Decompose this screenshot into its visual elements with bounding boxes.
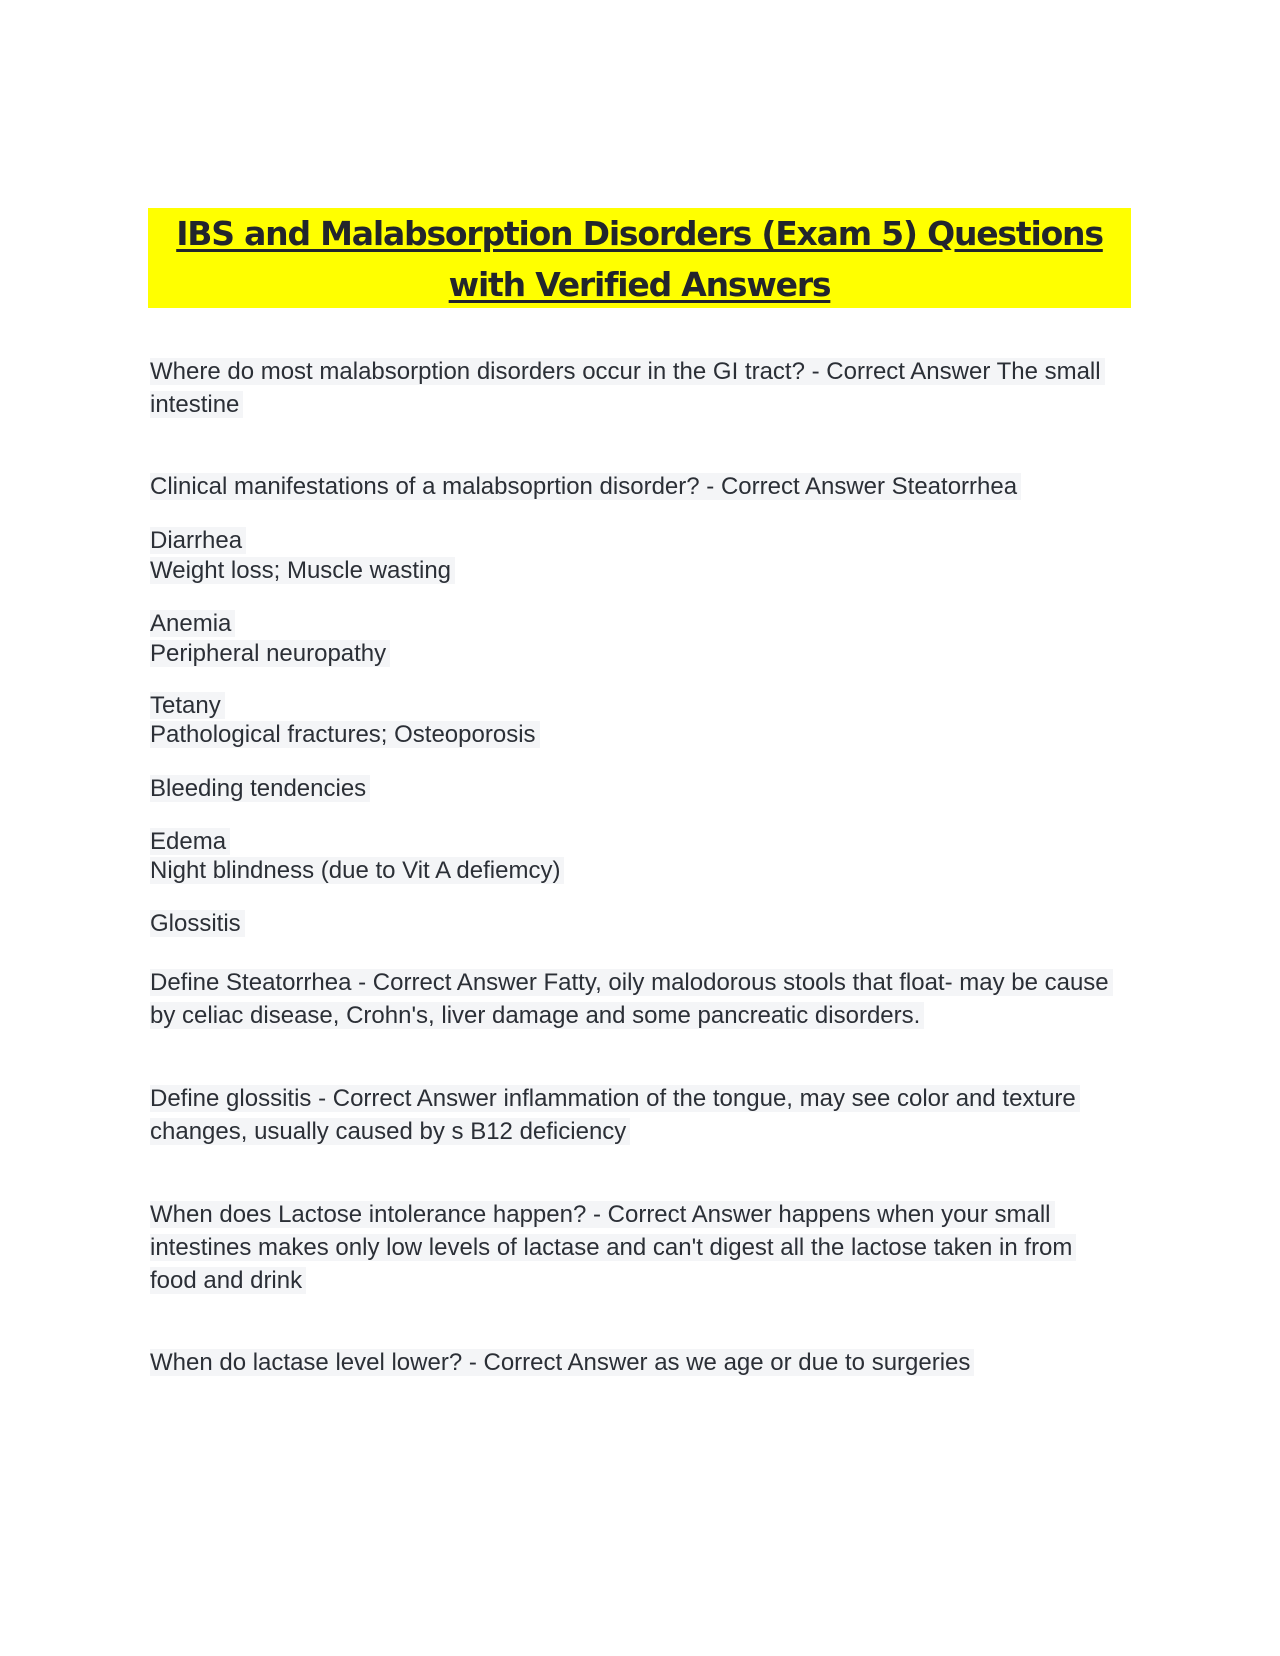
- text-line: Pathological fractures; Osteoporosis: [150, 718, 540, 751]
- text-line: intestines makes only low levels of lactase and can't digest all the lactose taken in from: [150, 1231, 1076, 1264]
- text-line: Night blindness (due to Vit A defiemcy): [150, 854, 564, 887]
- title-line-2: with Verified Answers: [448, 265, 831, 304]
- text-line: Anemia: [150, 607, 235, 640]
- text-line: Edema: [150, 825, 230, 858]
- text-line: When do lactase level lower? - Correct Answer as we age or due to surgeries: [150, 1346, 974, 1379]
- text-line: food and drink: [150, 1264, 306, 1297]
- text-line: Define Steatorrhea - Correct Answer Fatty, oily malodorous stools that float- may be cause: [150, 966, 1113, 999]
- title-line-1: IBS and Malabsorption Disorders (Exam 5) Questions: [176, 214, 1103, 253]
- text-line: Weight loss; Muscle wasting: [150, 554, 455, 587]
- text-line: by celiac disease, Crohn's, liver damage and some pancreatic disorders.: [150, 999, 924, 1032]
- text-line: Bleeding tendencies: [150, 772, 370, 805]
- text-line: When does Lactose intolerance happen? - Correct Answer happens when your small: [150, 1198, 1055, 1231]
- text-line: Define glossitis - Correct Answer inflammation of the tongue, may see color and texture: [150, 1082, 1080, 1115]
- text-line: Diarrhea: [150, 524, 246, 557]
- text-line: changes, usually caused by s B12 deficiency: [150, 1115, 630, 1148]
- text-line: Glossitis: [150, 907, 245, 940]
- text-line: Clinical manifestations of a malabsoprtion disorder? - Correct Answer Steatorrhea: [150, 470, 1021, 503]
- text-line: Where do most malabsorption disorders occur in the GI tract? - Correct Answer The small: [150, 355, 1105, 388]
- document-title: [148, 208, 1131, 308]
- text-line: Tetany: [150, 689, 225, 722]
- text-line: Peripheral neuropathy: [150, 637, 390, 670]
- text-line: intestine: [150, 388, 243, 421]
